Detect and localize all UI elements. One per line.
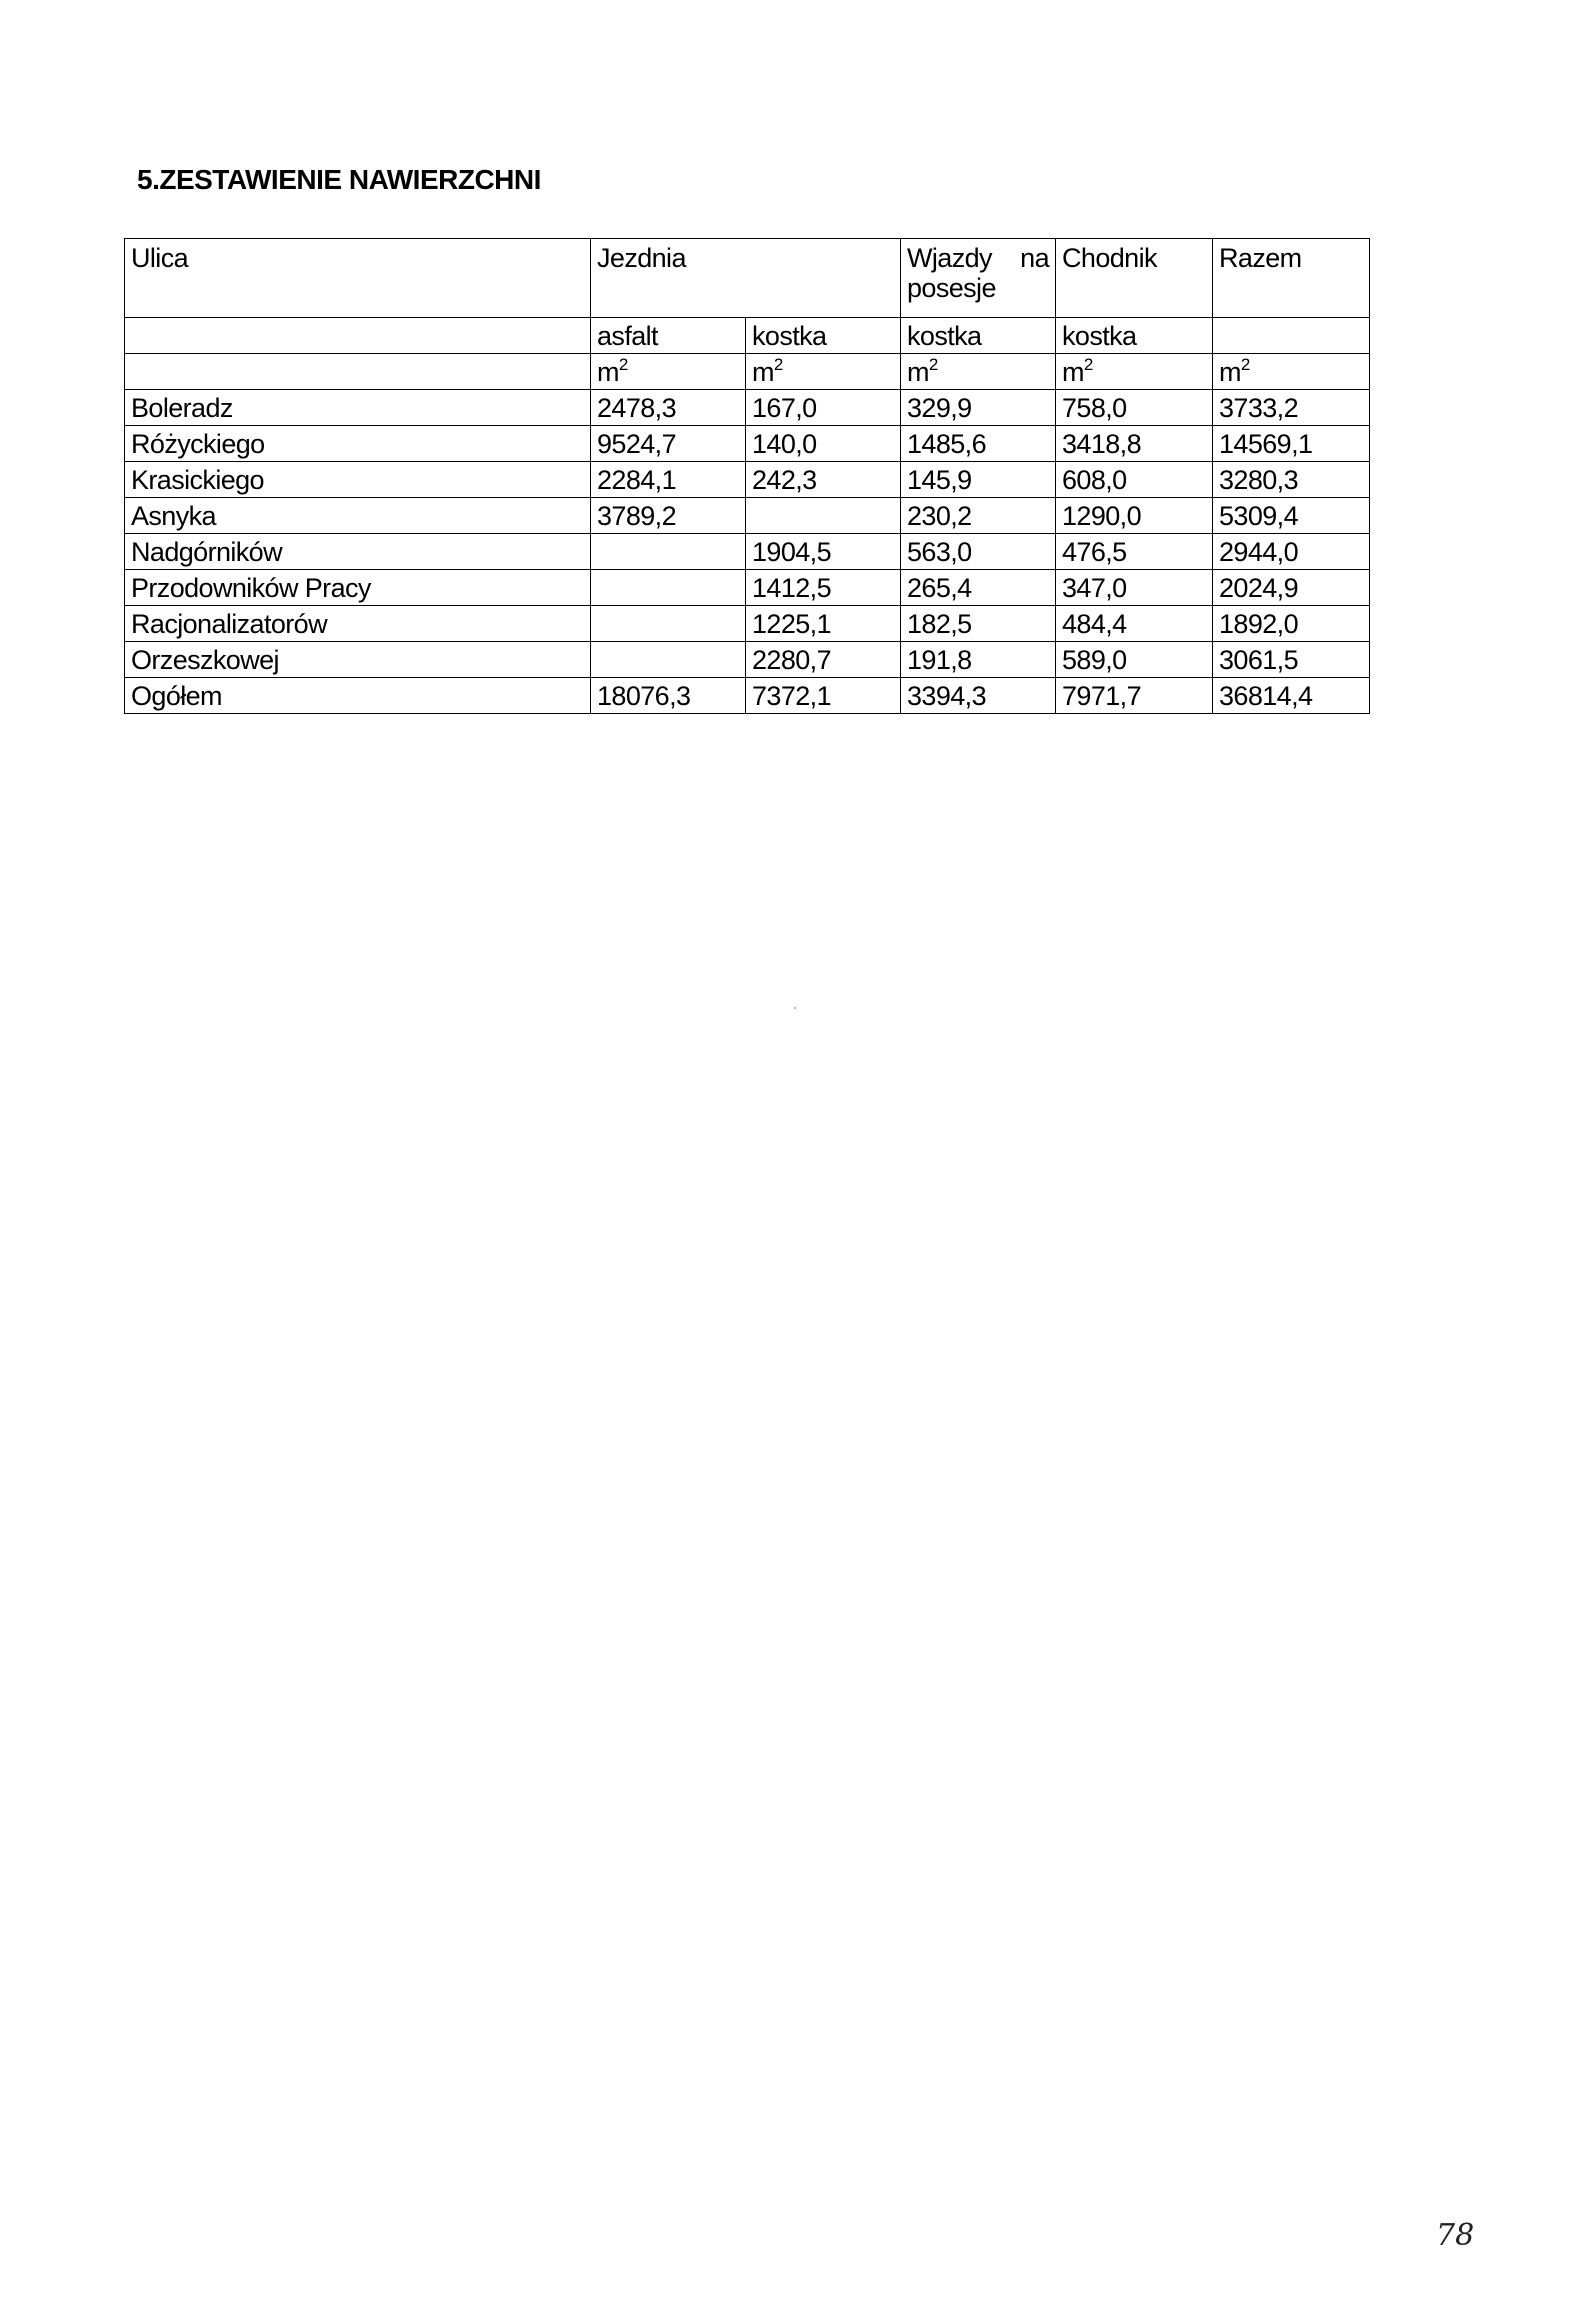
street-name: Orzeszkowej <box>125 642 591 678</box>
street-name: Ogółem <box>125 678 591 714</box>
street-name: Różyckiego <box>125 426 591 462</box>
table-row <box>125 606 1370 642</box>
units-empty <box>125 354 591 390</box>
table-row <box>125 498 1370 534</box>
table-row <box>125 426 1370 462</box>
razem-value: 36814,4 <box>1213 678 1370 714</box>
asfalt-value <box>591 642 746 678</box>
table-row <box>125 390 1370 426</box>
total-row <box>125 678 1370 714</box>
chodnik-value: 347,0 <box>1056 570 1213 606</box>
chodnik-value: 1290,0 <box>1056 498 1213 534</box>
table-row <box>125 462 1370 498</box>
kostka-value: 7372,1 <box>746 678 901 714</box>
kostka-value: 167,0 <box>746 390 901 426</box>
kostka-value: 1904,5 <box>746 534 901 570</box>
razem-value: 3280,3 <box>1213 462 1370 498</box>
wjazdy-value: 230,2 <box>901 498 1056 534</box>
street-name: Asnyka <box>125 498 591 534</box>
wjazdy-value: 265,4 <box>901 570 1056 606</box>
page-title: 5.ZESTAWIENIE NAWIERZCHNI <box>137 164 541 195</box>
header-razem: Razem <box>1213 239 1370 318</box>
asfalt-value: 3789,2 <box>591 498 746 534</box>
header-ulica: Ulica <box>125 239 591 318</box>
chodnik-value: 7971,7 <box>1056 678 1213 714</box>
street-name: Przodowników Pracy <box>125 570 591 606</box>
page-number: 78 <box>1436 2218 1475 2253</box>
razem-value: 5309,4 <box>1213 498 1370 534</box>
razem-value: 14569,1 <box>1213 426 1370 462</box>
kostka-value: 2280,7 <box>746 642 901 678</box>
kostka-value: 242,3 <box>746 462 901 498</box>
chodnik-value: 484,4 <box>1056 606 1213 642</box>
wjazdy-value: 329,9 <box>901 390 1056 426</box>
units-row <box>125 354 1370 390</box>
subheader-kostka-jezdnia: kostka <box>746 318 901 354</box>
wjazdy-value: 145,9 <box>901 462 1056 498</box>
subheader-asfalt: asfalt <box>591 318 746 354</box>
table-row <box>125 570 1370 606</box>
street-name: Krasickiego <box>125 462 591 498</box>
asfalt-value <box>591 570 746 606</box>
table-row <box>125 534 1370 570</box>
kostka-value <box>746 498 901 534</box>
wjazdy-value: 563,0 <box>901 534 1056 570</box>
chodnik-value: 608,0 <box>1056 462 1213 498</box>
wjazdy-value: 3394,3 <box>901 678 1056 714</box>
wjazdy-value: 182,5 <box>901 606 1056 642</box>
subheader-row <box>125 318 1370 354</box>
header-chodnik: Chodnik <box>1056 239 1213 318</box>
unit-cell: $m^2$ <box>591 354 746 390</box>
subheader-kostka-wjazdy: kostka <box>901 318 1056 354</box>
surfaces-table <box>124 238 1370 714</box>
asfalt-value <box>591 606 746 642</box>
chodnik-value: 476,5 <box>1056 534 1213 570</box>
razem-value: 2024,9 <box>1213 570 1370 606</box>
chodnik-value: 758,0 <box>1056 390 1213 426</box>
header-row <box>125 239 1370 318</box>
asfalt-value <box>591 534 746 570</box>
asfalt-value: 2478,3 <box>591 390 746 426</box>
chodnik-value: 589,0 <box>1056 642 1213 678</box>
unit-cell: $m^2$ <box>901 354 1056 390</box>
street-name: Racjonalizatorów <box>125 606 591 642</box>
kostka-value: 140,0 <box>746 426 901 462</box>
wjazdy-value: 1485,6 <box>901 426 1056 462</box>
subheader-kostka-chodnik: kostka <box>1056 318 1213 354</box>
razem-value: 2944,0 <box>1213 534 1370 570</box>
wjazdy-value: 191,8 <box>901 642 1056 678</box>
subheader-empty <box>125 318 591 354</box>
unit-cell: $m^2$ <box>746 354 901 390</box>
subheader-empty <box>1213 318 1370 354</box>
unit-cell: $m^2$ <box>1213 354 1370 390</box>
table-row <box>125 642 1370 678</box>
street-name: Boleradz <box>125 390 591 426</box>
scan-speck <box>794 1007 796 1009</box>
razem-value: 3733,2 <box>1213 390 1370 426</box>
kostka-value: 1225,1 <box>746 606 901 642</box>
header-wjazdy: Wjazdy na posesje <box>901 239 1056 318</box>
razem-value: 3061,5 <box>1213 642 1370 678</box>
header-jezdnia: Jezdnia <box>591 239 901 318</box>
kostka-value: 1412,5 <box>746 570 901 606</box>
unit-cell: $m^2$ <box>1056 354 1213 390</box>
asfalt-value: 2284,1 <box>591 462 746 498</box>
chodnik-value: 3418,8 <box>1056 426 1213 462</box>
razem-value: 1892,0 <box>1213 606 1370 642</box>
asfalt-value: 9524,7 <box>591 426 746 462</box>
asfalt-value: 18076,3 <box>591 678 746 714</box>
street-name: Nadgórników <box>125 534 591 570</box>
